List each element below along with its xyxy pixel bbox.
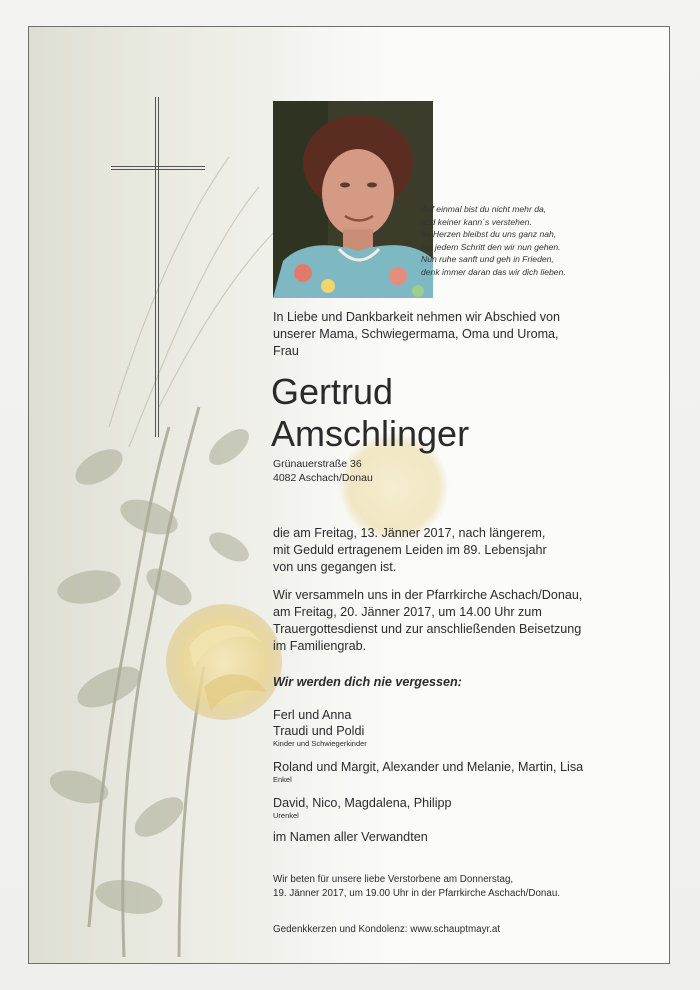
family-line: David, Nico, Magdalena, Philipp bbox=[273, 796, 452, 810]
funeral-line: Wir versammeln uns in der Pfarrkirche Aschach/Donau, bbox=[273, 588, 583, 602]
cross-vertical-bar bbox=[155, 97, 159, 437]
first-name: Gertrud bbox=[271, 371, 394, 412]
funeral-notice bbox=[273, 587, 663, 655]
family-group-children bbox=[273, 707, 367, 748]
address-city: 4082 Aschach/Donau bbox=[273, 472, 373, 484]
family-relation: Kinder und Schwiegerkinder bbox=[273, 739, 367, 748]
death-notice-line: die am Freitag, 13. Jänner 2017, nach längerem, bbox=[273, 526, 546, 540]
death-notice-line: mit Geduld ertragenem Leiden im 89. Lebensjahr bbox=[273, 543, 547, 557]
condolence-link: Gedenkkerzen und Kondolenz: www.schauptmayr.at bbox=[273, 924, 501, 935]
poem-line: denk immer daran das wir dich lieben. bbox=[421, 266, 566, 277]
relatives-line: im Namen aller Verwandten bbox=[273, 830, 428, 844]
funeral-line: Trauergottesdienst und zur anschließenden Beisetzung bbox=[273, 622, 582, 636]
address bbox=[273, 457, 373, 485]
portrait-photo bbox=[273, 101, 433, 298]
deceased-name bbox=[271, 371, 469, 455]
prayer-notice bbox=[273, 873, 560, 901]
family-relation: Urenkel bbox=[273, 811, 299, 820]
last-name: Amschlinger bbox=[271, 413, 470, 454]
poem-line: und keiner kann´s verstehen. bbox=[421, 216, 532, 227]
family-line: Traudi und Poldi bbox=[273, 724, 365, 738]
death-notice bbox=[273, 525, 663, 576]
farewell-intro bbox=[273, 309, 653, 360]
address-street: Grünauerstraße 36 bbox=[273, 458, 362, 470]
poem bbox=[421, 203, 661, 278]
prayer-line: Wir beten für unsere liebe Verstorbene am Donnerstag, bbox=[273, 874, 514, 885]
remembrance-heading: Wir werden dich nie vergessen: bbox=[273, 675, 462, 689]
family-line: Ferl und Anna bbox=[273, 708, 352, 722]
poem-line: bei jedem Schritt den wir nun gehen. bbox=[421, 241, 561, 252]
cross-horizontal-bar bbox=[111, 166, 205, 170]
intro-line: Frau bbox=[273, 344, 299, 358]
intro-line: In Liebe und Dankbarkeit nehmen wir Abschied von bbox=[273, 310, 561, 324]
poem-line: Im Herzen bleibst du uns ganz nah, bbox=[421, 229, 557, 239]
family-relation: Enkel bbox=[273, 775, 292, 784]
family-group-grandchildren bbox=[273, 759, 583, 784]
funeral-line: im Familiengrab. bbox=[273, 639, 367, 653]
page-frame bbox=[28, 26, 670, 964]
prayer-line: 19. Jänner 2017, um 19.00 Uhr in der Pfarrkirche Aschach/Donau. bbox=[273, 888, 560, 899]
family-group-great-grandchildren bbox=[273, 795, 452, 820]
intro-line: unserer Mama, Schwiegermama, Oma und Uroma, bbox=[273, 327, 559, 341]
death-notice-line: von uns gegangen ist. bbox=[273, 560, 397, 574]
funeral-line: am Freitag, 20. Jänner 2017, um 14.00 Uhr zum bbox=[273, 605, 542, 619]
family-line: Roland und Margit, Alexander und Melanie, Martin, Lisa bbox=[273, 760, 584, 774]
poem-line: Nun ruhe sanft und geh in Frieden, bbox=[421, 254, 554, 264]
poem-line: Auf einmal bist du nicht mehr da, bbox=[421, 204, 547, 214]
